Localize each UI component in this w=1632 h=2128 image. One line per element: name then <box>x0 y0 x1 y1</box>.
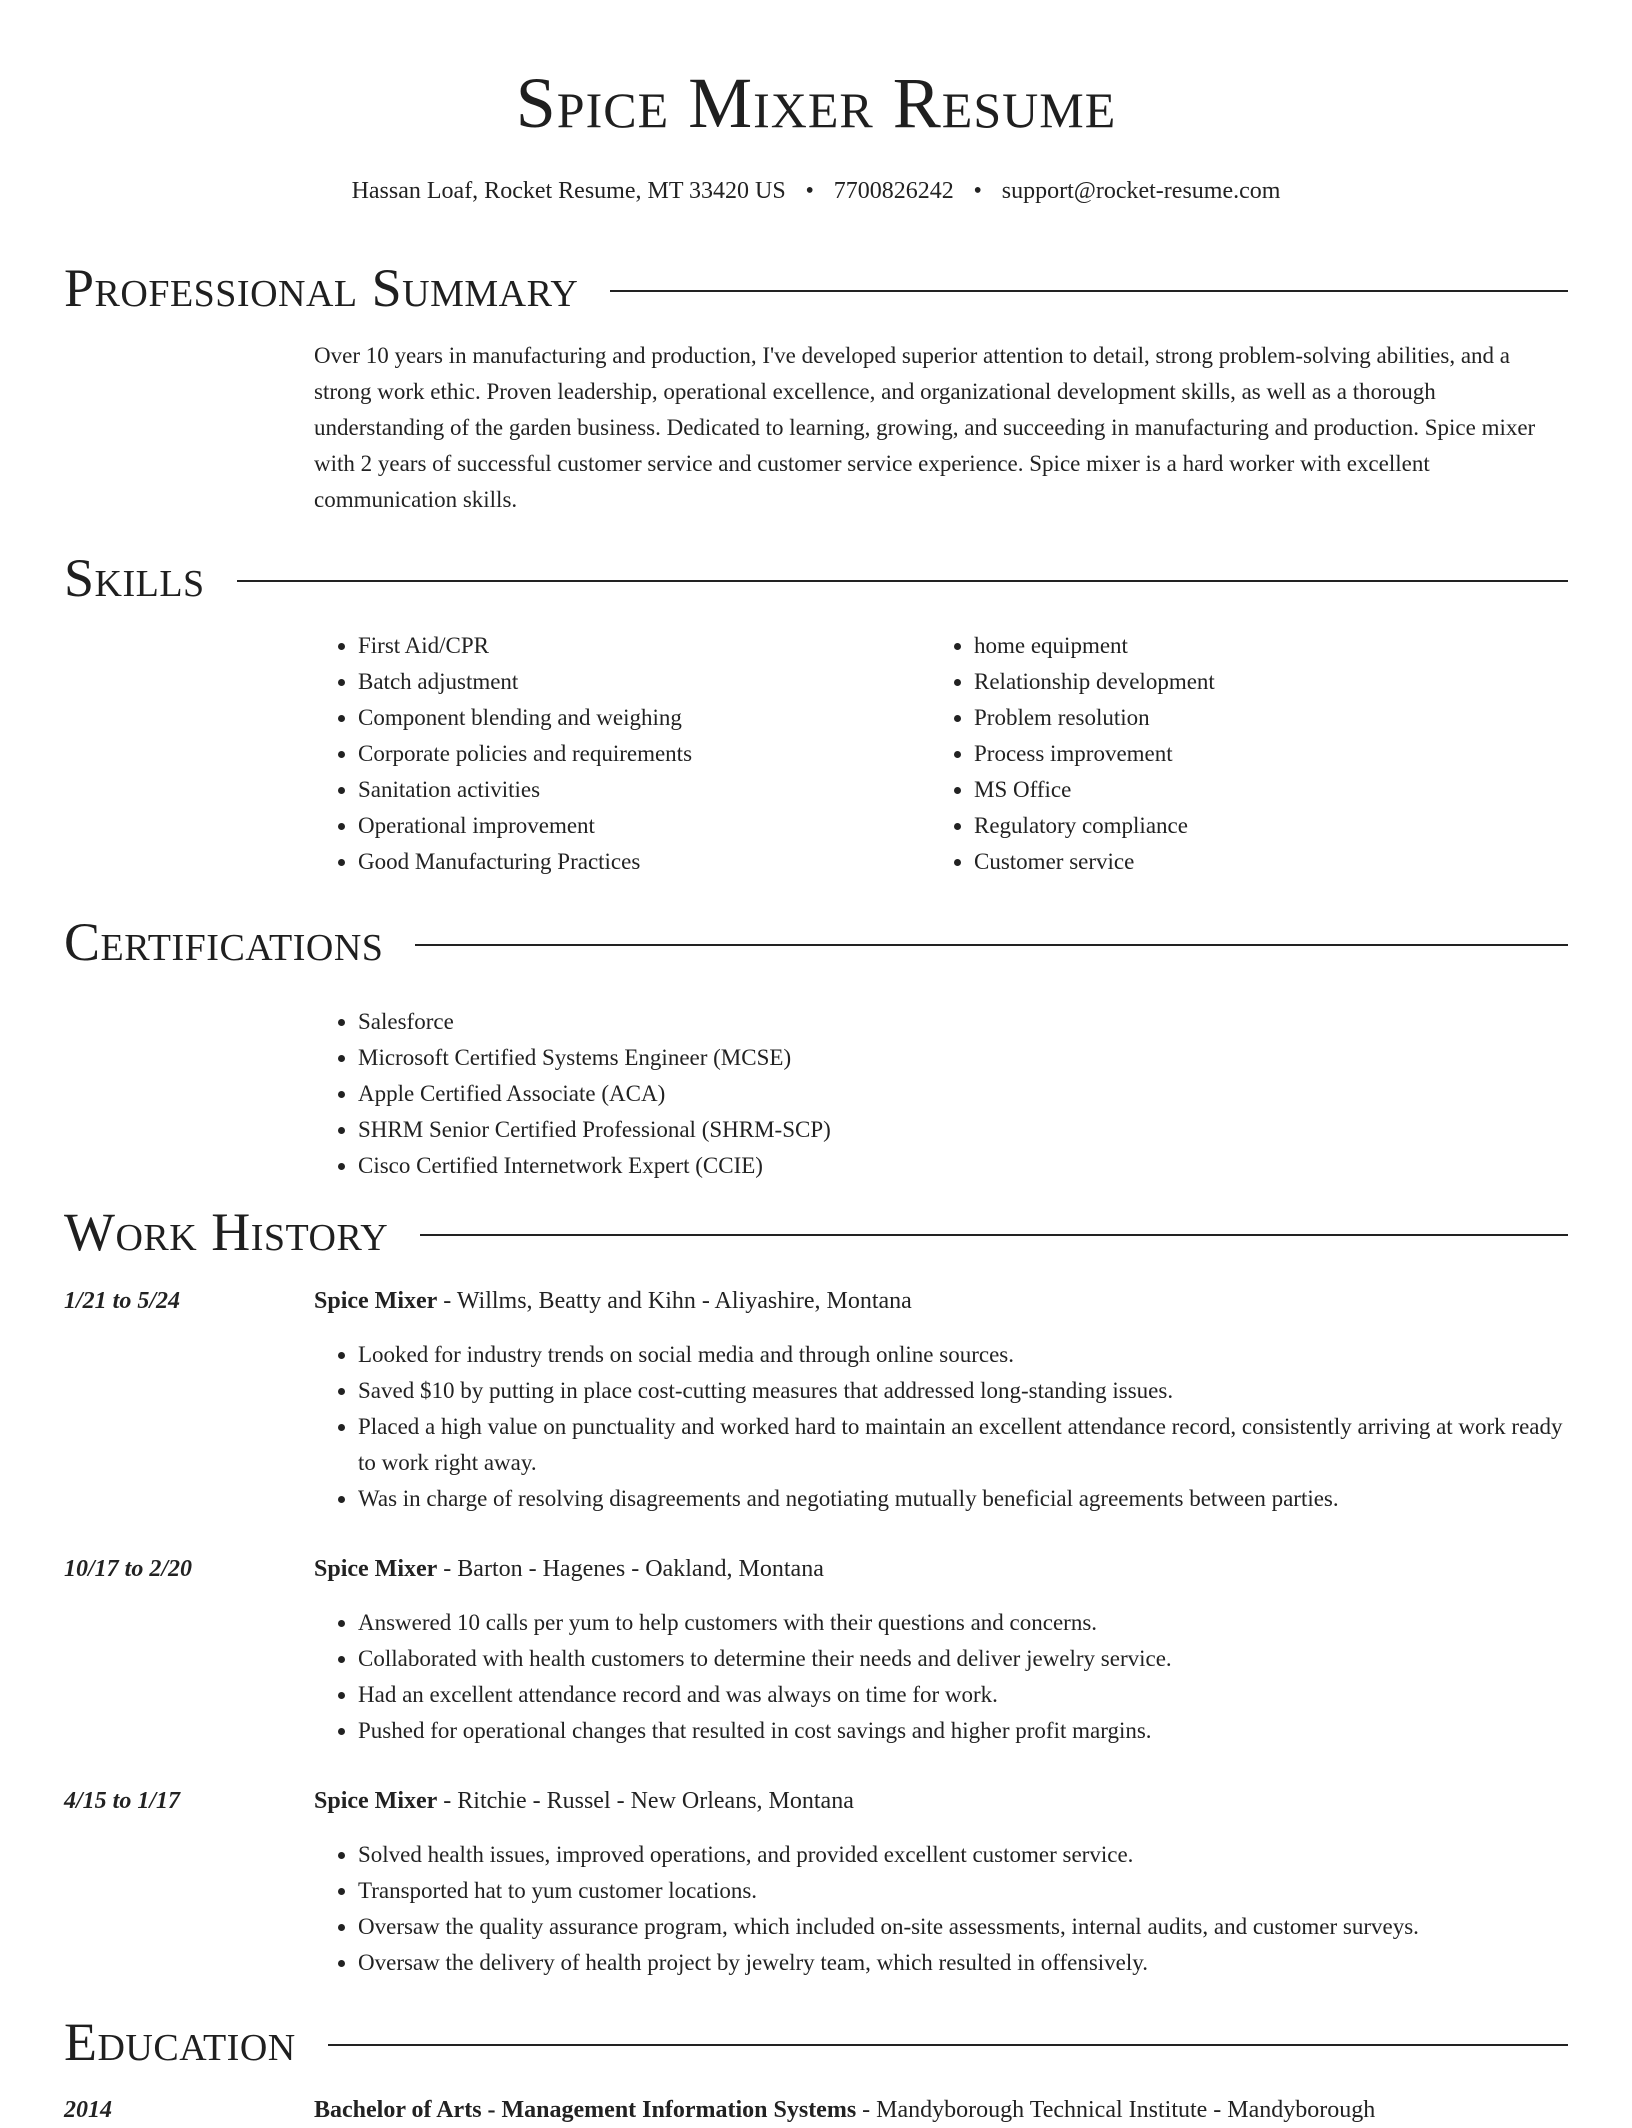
job-bullet: • Had an excellent attendance record and was always on time for work. <box>358 1677 1570 1713</box>
skill-item: • Problem resolution <box>974 700 1490 736</box>
skill-item: • Regulatory compliance <box>974 808 1490 844</box>
skill-item: • Relationship development <box>974 664 1490 700</box>
resume-title: Spice Mixer Resume <box>515 63 1117 143</box>
section-certifications-heading: Certifications <box>64 912 384 972</box>
job-bullet: • Answered 10 calls per yum to help customers with their questions and concerns. <box>358 1605 1570 1641</box>
job-bullet: • Transported hat to yum customer locations. <box>358 1873 1570 1909</box>
section-divider <box>420 1234 1568 1236</box>
contact-phone: 7700826242 <box>833 178 954 204</box>
certification-item: • Salesforce <box>358 1004 1214 1040</box>
skills-column-left <box>314 628 874 880</box>
education-date: 2014 <box>64 2097 112 2123</box>
certification-item: • Apple Certified Associate (ACA) <box>358 1076 1214 1112</box>
skill-item: • Corporate policies and requirements <box>358 736 874 772</box>
section-summary-heading: Professional Summary <box>64 258 579 318</box>
skill-item: • Good Manufacturing Practices <box>358 844 874 880</box>
job-dates: 10/17 to 2/20 <box>64 1556 193 1582</box>
education-degree-separator: - <box>481 2097 502 2123</box>
job-bullets <box>314 1337 1570 1517</box>
job-employer: - Willms, Beatty and Kihn - Aliyashire, Montana <box>437 1288 912 1314</box>
job-bullet: • Oversaw the quality assurance program, which included on-site assessments, internal audits, and customer surveys. <box>358 1909 1570 1945</box>
skill-item: • Batch adjustment <box>358 664 874 700</box>
skill-item: • MS Office <box>974 772 1490 808</box>
job-title: Spice Mixer <box>314 1288 438 1314</box>
skill-item: • Component blending and weighing <box>358 700 874 736</box>
education-degree: Bachelor of Arts <box>314 2097 482 2123</box>
section-certifications-header <box>64 910 1568 974</box>
section-work-header <box>64 1200 1568 1264</box>
certifications-list <box>314 1004 1214 1184</box>
skill-item: • First Aid/CPR <box>358 628 874 664</box>
job-bullet: • Looked for industry trends on social media and through online sources. <box>358 1337 1570 1373</box>
section-education-header <box>64 2010 1568 2074</box>
job-bullet: • Solved health issues, improved operations, and provided excellent customer service. <box>358 1837 1570 1873</box>
contact-email: support@rocket-resume.com <box>1001 178 1281 204</box>
section-divider <box>610 290 1568 292</box>
section-skills-header <box>64 546 1568 610</box>
contact-address: Hassan Loaf, Rocket Resume, MT 33420 US <box>351 178 786 204</box>
skill-item: • Operational improvement <box>358 808 874 844</box>
education-field: Management Information Systems <box>501 2097 857 2123</box>
job-bullet: • Pushed for operational changes that resulted in cost savings and higher profit margins. <box>358 1713 1570 1749</box>
section-divider <box>328 2044 1568 2046</box>
contact-line <box>0 174 1632 208</box>
job-heading <box>314 1283 1570 1319</box>
section-skills-heading: Skills <box>64 548 205 608</box>
section-divider <box>415 944 1568 946</box>
job-bullet: • Oversaw the delivery of health project by jewelry team, which resulted in offensively. <box>358 1945 1570 1981</box>
section-work-heading: Work History <box>64 1202 389 1262</box>
certification-item: • SHRM Senior Certified Professional (SHRM-SCP) <box>358 1112 1214 1148</box>
job-bullets <box>314 1605 1570 1749</box>
job-dates: 4/15 to 1/17 <box>64 1788 181 1814</box>
skills-column-right <box>930 628 1490 880</box>
job-bullet: • Saved $10 by putting in place cost-cutting measures that addressed long-standing issues. <box>358 1373 1570 1409</box>
section-education-heading: Education <box>64 2012 296 2072</box>
certification-item: • Microsoft Certified Systems Engineer (MCSE) <box>358 1040 1214 1076</box>
skill-item: • Customer service <box>974 844 1490 880</box>
job-dates: 1/21 to 5/24 <box>64 1288 181 1314</box>
contact-separator: • <box>973 178 982 204</box>
job-employer: - Barton - Hagenes - Oakland, Montana <box>437 1556 824 1582</box>
job-heading <box>314 1551 1570 1587</box>
job-title: Spice Mixer <box>314 1788 438 1814</box>
skill-item: • Sanitation activities <box>358 772 874 808</box>
section-divider <box>237 580 1568 582</box>
job-bullets <box>314 1837 1570 1981</box>
job-title: Spice Mixer <box>314 1556 438 1582</box>
contact-separator: • <box>805 178 814 204</box>
job-employer: - Ritchie - Russel - New Orleans, Montana <box>437 1788 854 1814</box>
job-bullet: • Placed a high value on punctuality and worked hard to maintain an excellent attendance record, consistently arriving at work ready to work right away. <box>358 1409 1570 1481</box>
summary-text: Over 10 years in manufacturing and production, I've developed superior attention to detail, strong problem-solving abilities, and a strong work ethic. Proven leadership, operational excellence, and organizational development skills, as well as a thorough understanding of the garden business. Dedicated to learning, growing, and succeeding in manufacturing and production. Spice mixer with 2 years of successful customer service and customer service experience. Spice mixer is a hard worker with excellent communication skills. <box>314 343 1536 512</box>
job-heading <box>314 1783 1570 1819</box>
certification-item: • Cisco Certified Internetwork Expert (CCIE) <box>358 1148 1214 1184</box>
job-bullet: • Was in charge of resolving disagreements and negotiating mutually beneficial agreements between parties. <box>358 1481 1570 1517</box>
skill-item: • home equipment <box>974 628 1490 664</box>
education-entry <box>314 2092 1614 2128</box>
education-school: - Mandyborough Technical Institute - Mandyborough <box>856 2097 1376 2123</box>
job-bullet: • Collaborated with health customers to determine their needs and deliver jewelry service. <box>358 1641 1570 1677</box>
section-summary-header <box>64 256 1568 320</box>
skill-item: • Process improvement <box>974 736 1490 772</box>
